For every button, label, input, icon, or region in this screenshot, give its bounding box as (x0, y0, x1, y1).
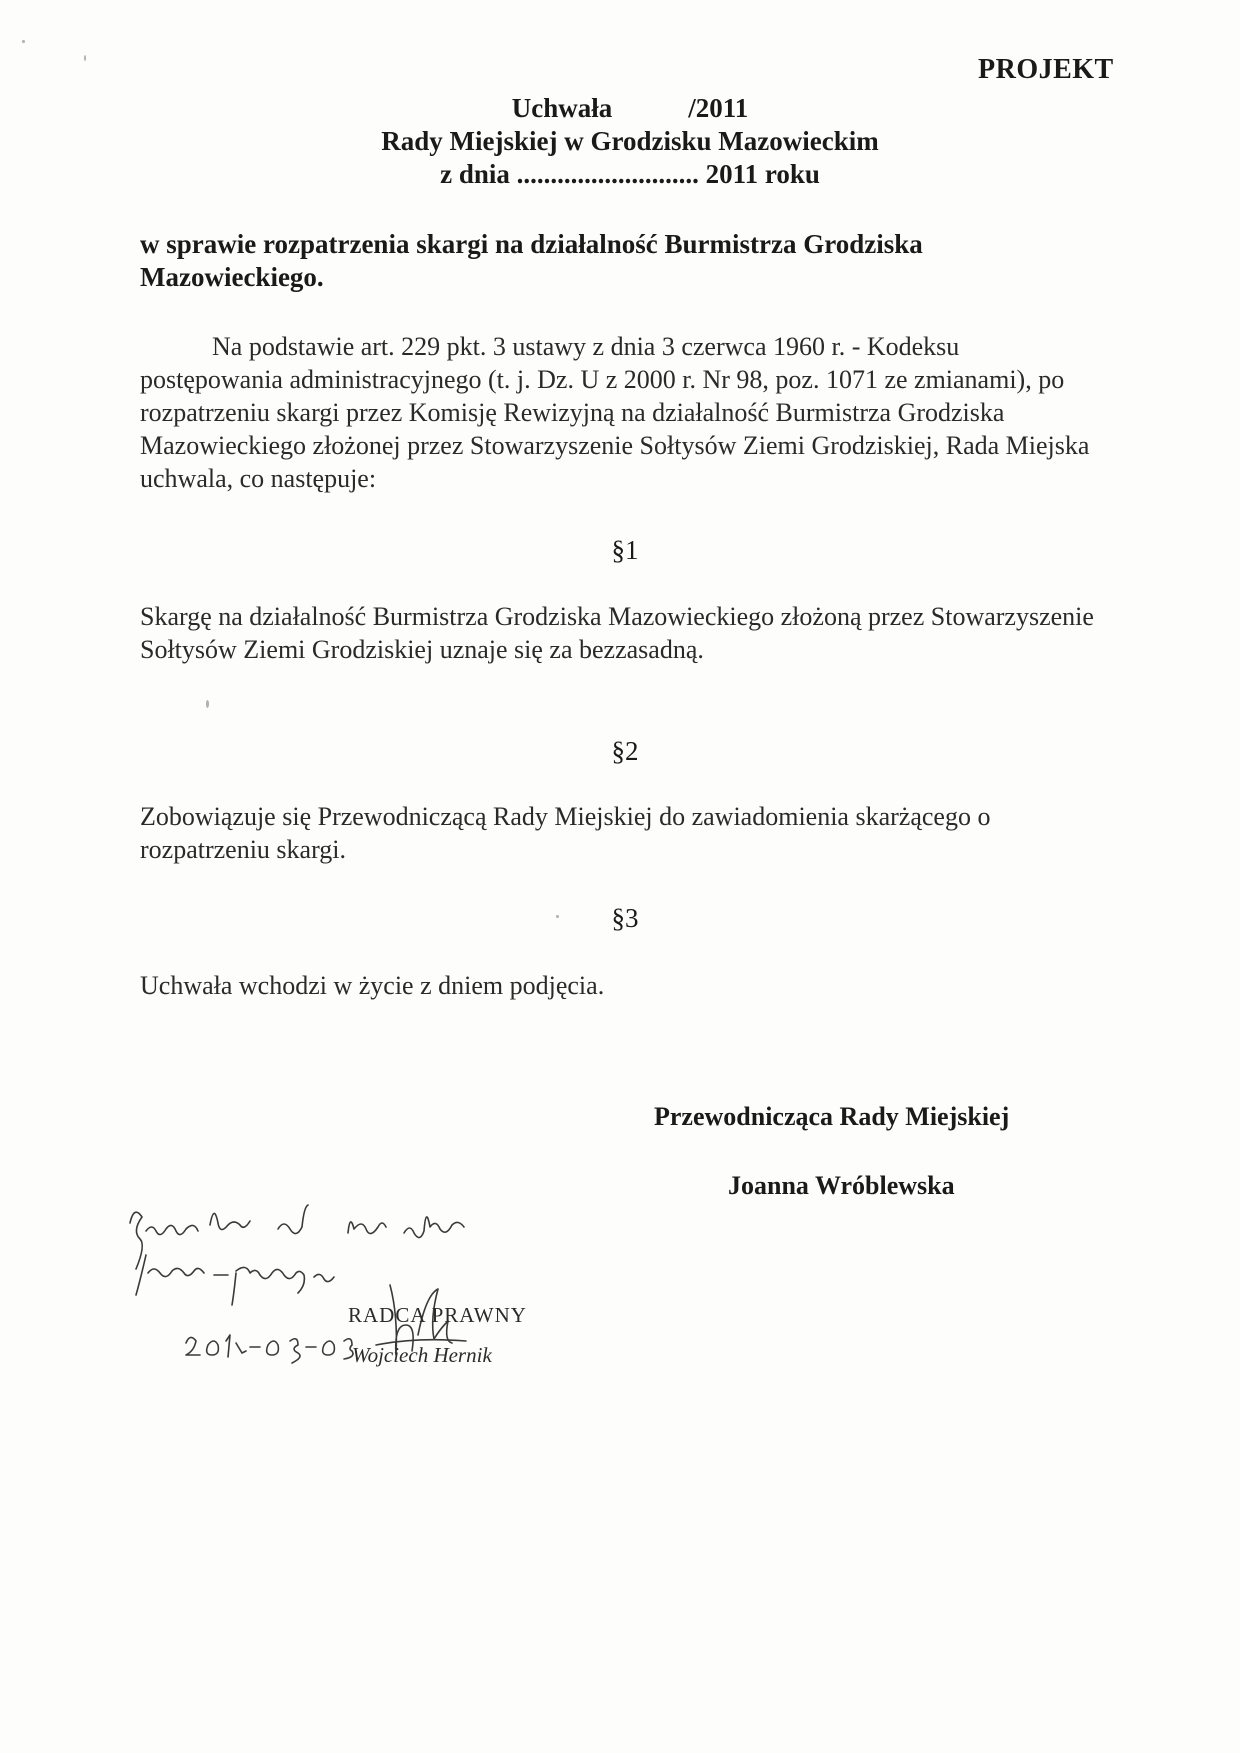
scan-speck (84, 55, 86, 61)
stamp-name: Wojciech Hernik (352, 1343, 492, 1367)
title-number: /2011 (688, 93, 749, 123)
title-line-3: z dnia ........................... 2011 roku (440, 159, 820, 189)
draft-label: PROJEKT (978, 54, 1114, 85)
title-line-2: Rady Miejskiej w Grodzisku Mazowieckim (381, 126, 879, 156)
signatory-name: Joanna Wróblewska (728, 1171, 955, 1200)
scan-speck (206, 700, 209, 708)
signatory-role: Przewodnicząca Rady Miejskiej (654, 1102, 1010, 1131)
section-3-text: Uchwała wchodzi w życie z dniem podjęcia. (140, 971, 605, 1000)
title-line-1 (300, 92, 960, 125)
scan-speck (556, 915, 559, 918)
section-1-heading: §1 (611, 535, 639, 565)
scan-speck (22, 40, 25, 43)
title-word: Uchwała (511, 93, 613, 123)
section-2-text: Zobowiązuje się Przewodniczącą Rady Miejskiej do zawiadomienia skarżącego o rozpatrzeniu skargi. (140, 802, 991, 864)
section-3-heading: §3 (611, 903, 639, 933)
resolution-subject: w sprawie rozpatrzenia skargi na działalność Burmistrza Grodziska Mazowieckiego. (140, 229, 923, 292)
resolution-title (300, 92, 960, 191)
stamp-title: RADCA PRAWNY (348, 1303, 527, 1327)
legal-basis-paragraph: Na podstawie art. 229 pkt. 3 ustawy z dnia 3 czerwca 1960 r. - Kodeksu postępowania administracyjnego (t. j. Dz. U z 2000 r. Nr 98, poz. 1071 ze zmianami), po rozpatrzeniu skargi przez Komisję Rewizyjną na działalność Burmistrza Grodziska Mazowieckiego złożonej przez Stowarzyszenie Sołtysów Ziemi Grodziskiej, Rada Miejska uchwala, co następuje: (140, 332, 1090, 493)
section-2-heading: §2 (611, 736, 639, 766)
section-1-text: Skargę na działalność Burmistrza Grodziska Mazowieckiego złożoną przez Stowarzyszenie Sołtysów Ziemi Grodziskiej uznaje się za bezzasadną. (140, 602, 1094, 664)
